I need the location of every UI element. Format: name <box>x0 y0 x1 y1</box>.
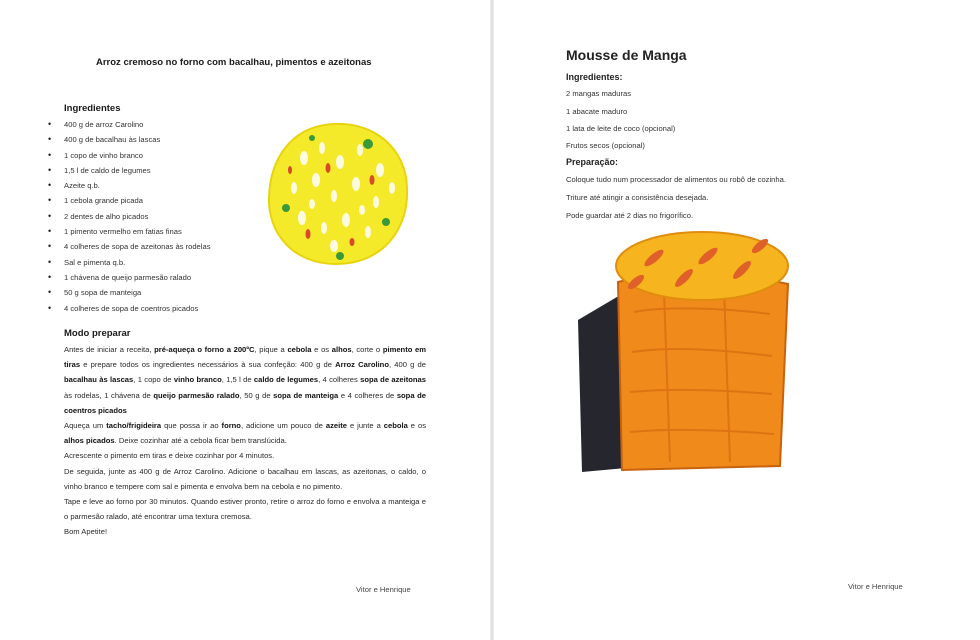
rice-blob <box>269 124 407 264</box>
list-item: • 1 chávena de queijo parmesão ralado <box>48 270 211 285</box>
mousse-glass <box>618 274 788 470</box>
method-heading: Modo preparar <box>64 328 131 339</box>
list-item: 2 mangas maduras <box>566 89 632 98</box>
list-item: • Azeite q.b. <box>48 178 211 193</box>
list-item: • Sal e pimenta q.b. <box>48 255 211 270</box>
list-item: • 1 pimento vermelho em fatias finas <box>48 224 211 239</box>
list-item: • 1,5 l de caldo de legumes <box>48 163 211 178</box>
right-ingredients-heading: Ingredientes: <box>566 72 623 82</box>
left-signature: Vitor e Henrique <box>356 585 411 594</box>
list-item: Pode guardar até 2 dias no frigorífico. <box>566 211 694 220</box>
list-item: • 4 colheres de sopa de coentros picados <box>48 301 211 316</box>
list-item: • 50 g sopa de manteiga <box>48 285 211 300</box>
mango-mousse-drawing <box>574 222 790 472</box>
list-item: • 4 colheres de sopa de azeitonas às rodelas <box>48 239 211 254</box>
method-paragraph: Tape e leve ao forno por 30 minutos. Quando estiver pronto, retire o arroz do forno e envolva a manteiga e o parmesão ralado, até encontrar uma textura cremosa. <box>64 497 426 522</box>
list-item: • 1 copo de vinho branco <box>48 148 211 163</box>
list-item: Frutos secos (opcional) <box>566 141 645 150</box>
rice-dish-drawing <box>264 118 412 268</box>
list-item: 1 abacate maduro <box>566 107 628 116</box>
method-paragraph: Bom Apetite! <box>64 527 108 537</box>
right-recipe-title: Mousse de Manga <box>566 47 687 63</box>
list-item: • 2 dentes de alho picados <box>48 209 211 224</box>
method-paragraph: Aqueça um tacho/frigideira que possa ir ao forno, adicione um pouco de azeite e junte a cebola e os alhos picados. Deixe cozinhar até a cebola ficar bem translúcida. <box>64 421 427 446</box>
method-text <box>64 342 426 540</box>
list-item: 1 lata de leite de coco (opcional) <box>566 124 676 133</box>
list-item: • 400 g de bacalhau às lascas <box>48 132 211 147</box>
method-paragraph: De seguida, junte as 400 g de Arroz Carolino. Adicione o bacalhau em lascas, as azeitonas, o caldo, o vinho branco e tempere com sal e pimenta e envolva bem na cebola e no pimento. <box>64 466 426 491</box>
right-signature: Vitor e Henrique <box>848 582 903 591</box>
list-item: • 400 g de arroz Carolino <box>48 117 211 132</box>
left-recipe-title: Arroz cremoso no forno com bacalhau, pimentos e azeitonas <box>96 57 372 68</box>
list-item: Triture até atingir a consistência desejada. <box>566 193 709 202</box>
left-ingredients-heading: Ingredientes <box>64 103 121 114</box>
method-paragraph: Antes de iniciar a receita, pré-aqueça o forno a 200ºC, pique a cebola e os alhos, corte o pimento em tiras e prepare todos os ingredientes necessários à sua confeção: 400 g de Arroz Carolino, 400 g de bacalhau às lascas, 1 copo de vinho branco, 1,5 l de caldo de legumes, 4 colheres sopa de azeitonas às rodelas, 1 chávena de queijo parmesão ralado, 50 g de sopa de manteiga e 4 colheres de sopa de coentros picados <box>64 345 426 415</box>
preparation-heading: Preparação: <box>566 157 619 167</box>
method-paragraph: Acrescente o pimento em tiras e deixe cozinhar por 4 minutos. <box>64 451 275 461</box>
list-item: Coloque tudo num processador de alimentos ou robô de cozinha. <box>566 175 786 184</box>
left-ingredients-list <box>48 117 211 316</box>
list-item: • 1 cebola grande picada <box>48 193 211 208</box>
